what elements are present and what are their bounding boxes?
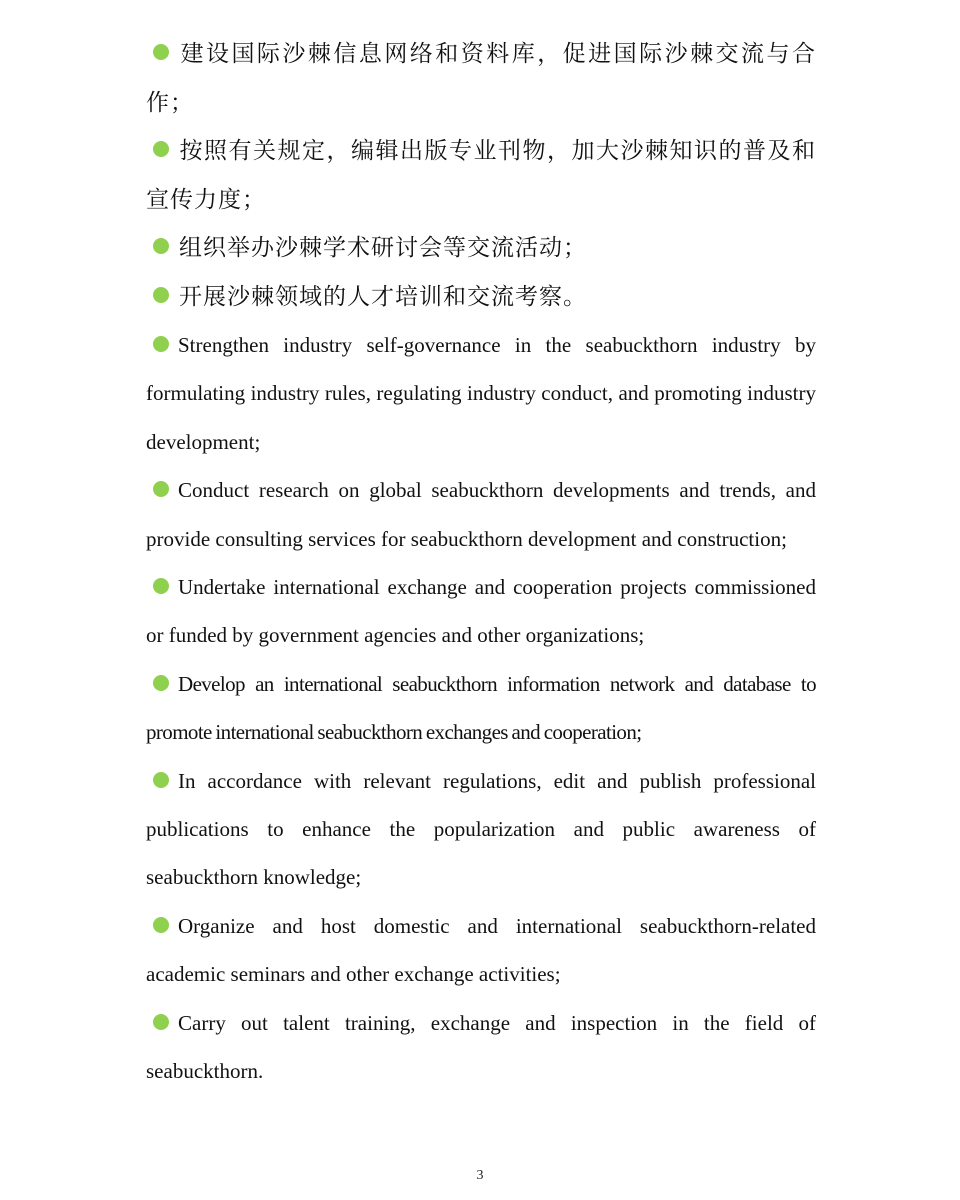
green-bullet-icon <box>153 287 169 303</box>
list-item <box>146 30 816 127</box>
list-item-text: Organize and host domestic and international seabuckthorn-related academic seminars and other exchange activities; <box>146 913 816 987</box>
green-bullet-icon <box>153 481 169 497</box>
english-list <box>146 321 816 1096</box>
list-item-text: Strengthen industry self-governance in the seabuckthorn industry by formulating industry rules, regulating industry conduct, and promoting industry development; <box>146 333 816 454</box>
list-item <box>146 999 816 1096</box>
green-bullet-icon <box>153 336 169 352</box>
green-bullet-icon <box>153 917 169 933</box>
list-item <box>146 466 816 563</box>
list-item-text: 建设国际沙棘信息网络和资料库，促进国际沙棘交流与合作； <box>146 41 816 116</box>
list-item <box>146 660 816 757</box>
list-item-text: Conduct research on global seabuckthorn developments and trends, and provide consulting services for seabuckthorn development and construction; <box>146 478 816 551</box>
list-item <box>146 224 816 273</box>
green-bullet-icon <box>153 772 169 788</box>
list-item <box>146 127 816 224</box>
list-item-text: Develop an international seabuckthorn information network and database to promote international seabuckthorn exchanges and cooperation; <box>146 671 816 745</box>
list-item <box>146 757 816 902</box>
list-item <box>146 902 816 999</box>
list-item-text: In accordance with relevant regulations, edit and publish professional publications to enhance the popularization and public awareness of seabuckthorn knowledge; <box>146 768 816 890</box>
green-bullet-icon <box>153 578 169 594</box>
list-item-text: Undertake international exchange and cooperation projects commissioned or funded by government agencies and other organizations; <box>146 575 816 648</box>
page-number: 3 <box>476 1168 484 1183</box>
green-bullet-icon <box>153 141 169 157</box>
list-item-text: 组织举办沙棘学术研讨会等交流活动； <box>179 235 587 261</box>
green-bullet-icon <box>153 675 169 691</box>
list-item <box>146 321 816 466</box>
list-item <box>146 563 816 660</box>
green-bullet-icon <box>153 1014 169 1030</box>
list-item-text: 按照有关规定，编辑出版专业刊物，加大沙棘知识的普及和宣传力度； <box>146 138 816 213</box>
list-item-text: 开展沙棘领域的人才培训和交流考察。 <box>179 283 587 310</box>
chinese-list <box>146 30 816 321</box>
document-page <box>146 30 816 1096</box>
green-bullet-icon <box>153 44 169 60</box>
green-bullet-icon <box>153 238 169 254</box>
list-item-text: Carry out talent training, exchange and inspection in the field of seabuckthorn. <box>146 1010 816 1084</box>
list-item <box>146 273 816 322</box>
